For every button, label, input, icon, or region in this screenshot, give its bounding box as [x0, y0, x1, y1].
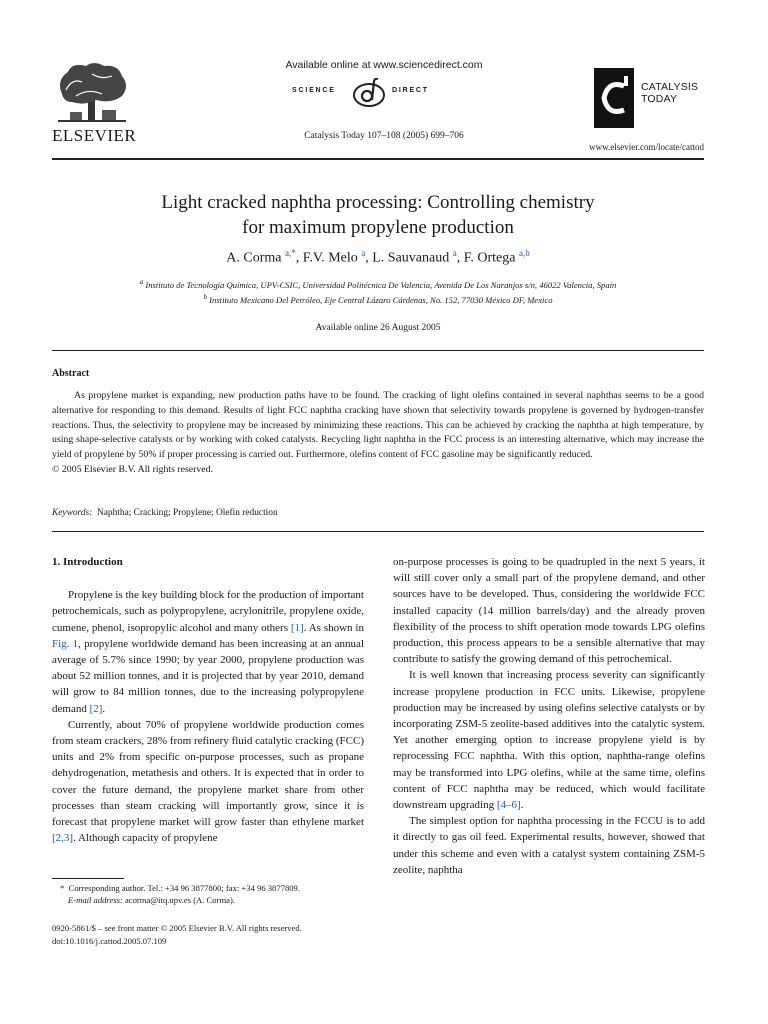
affiliation — [52, 291, 704, 306]
text-run: . Although capacity of propylene — [73, 832, 218, 845]
email-label: E-mail address: — [68, 895, 123, 905]
left-column — [52, 554, 364, 846]
author-name: L. Sauvanaud — [372, 250, 450, 266]
text-run: . As shown in — [303, 621, 364, 634]
sciencedirect-d-icon — [352, 78, 386, 108]
publisher-name: ELSEVIER — [52, 126, 137, 145]
text-run: , propylene worldwide demand has been increasing at an annual average of 5.7% since 1990; by year 2000, propylene production was about 52 million tonnes, and it is projected that by year 2010, demand will grow to 84 million tonnes, due to the increasing polypropylene demand — [52, 637, 364, 715]
abstract-body — [52, 389, 704, 478]
doi-line[interactable]: doi:10.1016/j.cattod.2005.07.109 — [52, 935, 167, 946]
text-run: . — [520, 799, 524, 812]
author-name: A. Corma — [226, 250, 282, 266]
keywords — [52, 508, 278, 518]
section-heading: 1. Introduction — [52, 556, 123, 568]
author-list: A. Corma $^{a,*}$, F.V. Melo $^a$, L. Sauvanaud $^a$, F. Ortega $^{a,b}$ — [226, 248, 530, 266]
abstract-top-divider — [52, 350, 704, 351]
author-name: F. Ortega — [463, 250, 516, 266]
author-affiliation-mark[interactable]: a,* — [284, 248, 296, 258]
footnote-mark: * — [60, 883, 65, 893]
keywords-list: Naphtha; Cracking; Propylene; Olefin reduction — [96, 508, 278, 518]
article-title-line-2: for maximum propylene production — [242, 217, 514, 238]
header-divider — [52, 158, 704, 160]
text-run: . — [102, 702, 106, 715]
author-affiliation-mark[interactable]: a — [361, 248, 366, 258]
figure-link[interactable]: Fig. 1 — [52, 637, 79, 650]
affiliation-mark: b — [203, 292, 208, 301]
email-address[interactable]: acorma@itq.upv.es (A. Corma). — [124, 895, 235, 905]
body-paragraph: on-purpose processes is going to be quadrupled in the next 5 years, it will still cover only a small part of the propylene demand, and other sources have to be developed. Thus, considering the worldwide FCC installed capacity (14 million barrels/day) and the already proven flexibility of the process to shift operation mode towards LPG olefins production, this process appears to be a sensible alternative that may contribute to satisfy the growing demand of this petrochemical. — [393, 556, 705, 666]
issn-line: 0920-5861/$ – see front matter © 2005 Elsevier B.V. All rights reserved. — [52, 923, 302, 933]
author-affiliation-mark[interactable]: a — [452, 248, 457, 258]
sd-left-word: SCIENCE — [292, 87, 336, 94]
available-online-date: Available online 26 August 2005 — [315, 323, 441, 334]
sd-right-word: DIRECT — [392, 87, 429, 94]
footnote-divider — [52, 878, 124, 879]
footnote — [60, 882, 300, 906]
text-run: Propylene is the key building block for the production of important petrochemicals, such as polypropylene, acrylonitrile, propylene oxide, cumene, phenol, isopropylic alcohol and many others — [52, 589, 364, 634]
body-paragraph — [393, 667, 705, 813]
title-block — [52, 190, 704, 333]
front-matter — [52, 922, 302, 947]
right-column — [393, 554, 705, 878]
abstract-copyright: © 2005 Elsevier B.V. All rights reserved. — [52, 463, 213, 475]
sciencedirect-logo — [290, 78, 470, 108]
body-paragraph — [52, 587, 364, 717]
affiliation-mark: a — [139, 277, 144, 286]
available-online-link[interactable]: Available online at www.sciencedirect.com — [285, 59, 483, 71]
catalysis-today-logo — [594, 68, 699, 130]
affiliation-text: Instituto de Tecnología Química, UPV-CSIC, Universidad Politécnica De Valencia, Avenida De Los Naranjos s/n, 46022 Valencia, Spain — [145, 279, 617, 290]
text-run: Currently, about 70% of propylene worldwide production comes from steam crackers, 28% from refinery fluid catalytic cracking (FCC) units and 2% from specific on-purpose processes, such as propane dehydrogenation, metathesis and others. It is expected that in order to cover the future demand, the propylene market share from other processes than steam cracking will importantly grow, since it is forecast that propylene market will grow faster than ethylene market — [52, 718, 364, 829]
citation-link[interactable]: [2] — [89, 702, 103, 715]
journal-name-2: TODAY — [641, 93, 678, 105]
citation-link[interactable]: [2,3] — [52, 832, 74, 845]
article-title: Light cracked naphtha processing: Controlling chemistry — [161, 192, 595, 213]
text-run: It is well known that increasing process severity can significantly increase propylene production in FCC units. Likewise, propylene production may be increased by using olefins selective catalysts or by incorporating ZSM-5 zeolite-based additives into the catalytic system. Yet another emerging option to increase propylene yield is by reprocessing FCC naphtha. With this option, naphtha-range olefins may be transformed into LPG olefins, while at the same time, olefins content of FCC naphtha may be reduced, which would facilitate downstream upgrading — [393, 669, 705, 812]
journal-name: CATALYSIS — [641, 81, 699, 93]
keywords-label: Keywords: — [52, 508, 93, 518]
author-name: F.V. Melo — [302, 250, 358, 266]
abstract-bottom-divider — [52, 531, 704, 532]
citation-link[interactable]: [1] — [290, 621, 304, 634]
citation-link[interactable]: [4–6] — [496, 799, 521, 812]
journal-citation: Catalysis Today 107–108 (2005) 699–706 — [304, 131, 464, 141]
body-paragraph: The simplest option for naphtha processing in the FCCU is to add it directly to gas oil feed. Experimental results, however, showed that under this scheme and even with a catalyst system containing ZSM-5 zeolite, naphtha — [393, 815, 705, 876]
journal-cover-icon — [594, 68, 634, 128]
affiliation-text: Instituto Mexicano Del Petróleo, Eje Central Lázaro Cárdenas, No. 152, 77030 México DF, Mexico — [209, 294, 553, 305]
affiliation — [52, 276, 704, 291]
author-affiliation-mark[interactable]: a,b — [519, 248, 530, 258]
body-paragraph — [52, 717, 364, 847]
journal-url-link[interactable]: www.elsevier.com/locate/cattod — [589, 142, 704, 152]
abstract-paragraph: As propylene market is expanding, new production paths have to be found. The cracking of light olefins contained in several naphthas seems to be a good alternative for responding to this demand. Results of light FCC naphtha cracking have shown that selectivity towards propylene is governed by hydrogen-transfer reactions. Thus, the selectivity to propylene may be increased by minimizing these reactions. This can be achieved by cracking the naphtha at high temperature, by using shape-selective catalysts or by working with coked catalysts. Recycling light naphtha in the FCC process is an interesting alternative, which may increase the yield of propylene by 50% if proper processing is carried out. Furthermore, olefins content of FCC gasoline may be significantly reduced. — [52, 390, 704, 461]
abstract-heading: Abstract — [52, 368, 90, 379]
corresponding-author: Corresponding author. Tel.: +34 96 3877800; fax: +34 96 3877809. — [68, 883, 300, 893]
